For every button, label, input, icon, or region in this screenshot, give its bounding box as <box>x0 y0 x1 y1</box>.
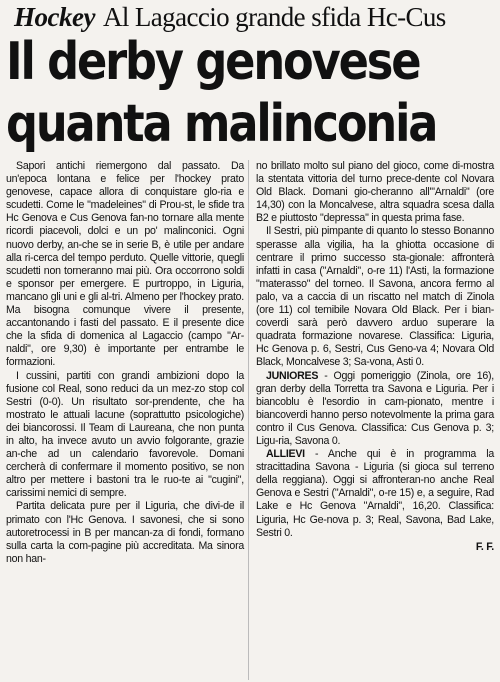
article-column-left <box>6 160 244 566</box>
juniores-heading: JUNIORES <box>266 369 319 382</box>
author-byline: F. F. <box>475 540 494 553</box>
allievi-text: - Anche qui è in programma la stracittadina Savona - Liguria (si gioca sul terreno della reggiana). Oggi si affronteran-no anche Real Genova e Sestri ("Arnaldi", o-re 15) e, a seguire, Rad Lake e Hc Genova "Arnaldi", 16,20. Classifica: Liguria, Hc Ge-nova p. 3; Real, Savona, Bad Lake, Sestri 0. <box>256 448 494 539</box>
kicker-line <box>14 2 494 32</box>
article-column-right <box>256 160 494 554</box>
article-paragraph: no brillato molto sul piano del gioco, come di-mostra la stentata vittoria del turno prece-dente col Novara Old Black. Domani gio-cheranno all'"Arnaldi" (ore 14,30) con la Moncalvese, altra squadra scesa dalla B2 e piuttosto "depressa" in questa prima fase. <box>256 160 494 225</box>
headline-line-2: quanta malinconia <box>6 94 437 154</box>
section-kicker: Hockey <box>14 2 95 32</box>
article-paragraph: Sapori antichi riemergono dal passato. Da un'epoca lontana e felice per l'hockey prato genovese, capace allora di conquistare glo-ria e scudetti. Come le "madeleines" di Prou-st, le sfide tra Hc Genova e Cus Genova fan-no tornare alla mente ricordi piacevoli, dolci e un po' malinconici. Ogni nuovo derby, an-che se in serie B, è utile per andare alla ri-cerca del tempo perduto. Quelle vittorie, quegli scudetti non torneranno mai più. Ora occorrono soldi e sponsor per emergere. E purtroppo, in Liguria, mancano gli uni e gli al-tri. Almeno per l'hockey prato. Ma bisogna comunque vivere il presente, accantonando i fasti del passato. E il presente dice che la sfida di domenica al Lagaccio (campo "Ar-naldi", ore 9,30) è importante per entrambe le formazioni. <box>6 160 244 369</box>
allievi-heading: ALLIEVI <box>266 448 305 461</box>
article-paragraph: I cussini, partiti con grandi ambizioni dopo la fusione col Real, sono reduci da un mez-zo stop col Sestri (0-0). Un risultato sor-prendente, che ha mostrato le attuali lacune (soprattutto psicologiche) dei biancorossi. Il Team di Laureana, che non punta in alto, ha invece avuto un avvio folgorante, grazie an-che ad un calendario favorevole. Domani cercherà di confermare il momento positivo, se non altro per mettere i bastoni tra le ruo-te ai "cugini", carissimi nemici di sempre. <box>6 369 244 500</box>
article-paragraph: Il Sestri, più pimpante di quanto lo stesso Bonanno sperasse alla vigilia, ha la ghiotta occasione di centrare il primo successo sta-gionale: affronterà infatti in casa ("Arnaldi", o-re 11) l'Asti, la formazione "materasso" del torneo. Il Savona, ancora fermo al palo, va a caccia di un riscatto nel match di Zinola (ore 11) col temibile Novara Old Black. Per i bian-coverdi sarà però davvero arduo superare la quadrata formazione novarese. Classifica: Liguria, Hc Genova p. 6, Sestri, Cus Geno-va 4; Novara Old Black, Moncalvese 3; Sa-vona, Asti 0. <box>256 225 494 369</box>
column-divider <box>248 160 249 680</box>
headline-line-1: Il derby genovese <box>6 32 420 92</box>
allievi-paragraph <box>256 448 494 540</box>
subheadline: Al Lagaccio grande sfida Hc-Cus <box>102 2 446 32</box>
article-paragraph: Partita delicata pure per il Liguria, che divi-de il primato con l'Hc Genova. I savonesi, che si sono autoretrocessi in B per mancan-za di fondi, formano sulla carta la com-pagine più accreditata. Ma sinora non han- <box>6 500 244 565</box>
juniores-text: - Oggi pomeriggio (Zinola, ore 16), gran derby della Torretta tra Savona e Liguria. Per i biancoblu è l'esordio in cam-pionato, mentre i biancoverdi hanno perso notevolmente la prima gara contro il Cus Genova. Classifica: Cus Genova p. 3; Ligu-ria, Savona 0. <box>256 369 494 447</box>
juniores-paragraph <box>256 370 494 449</box>
